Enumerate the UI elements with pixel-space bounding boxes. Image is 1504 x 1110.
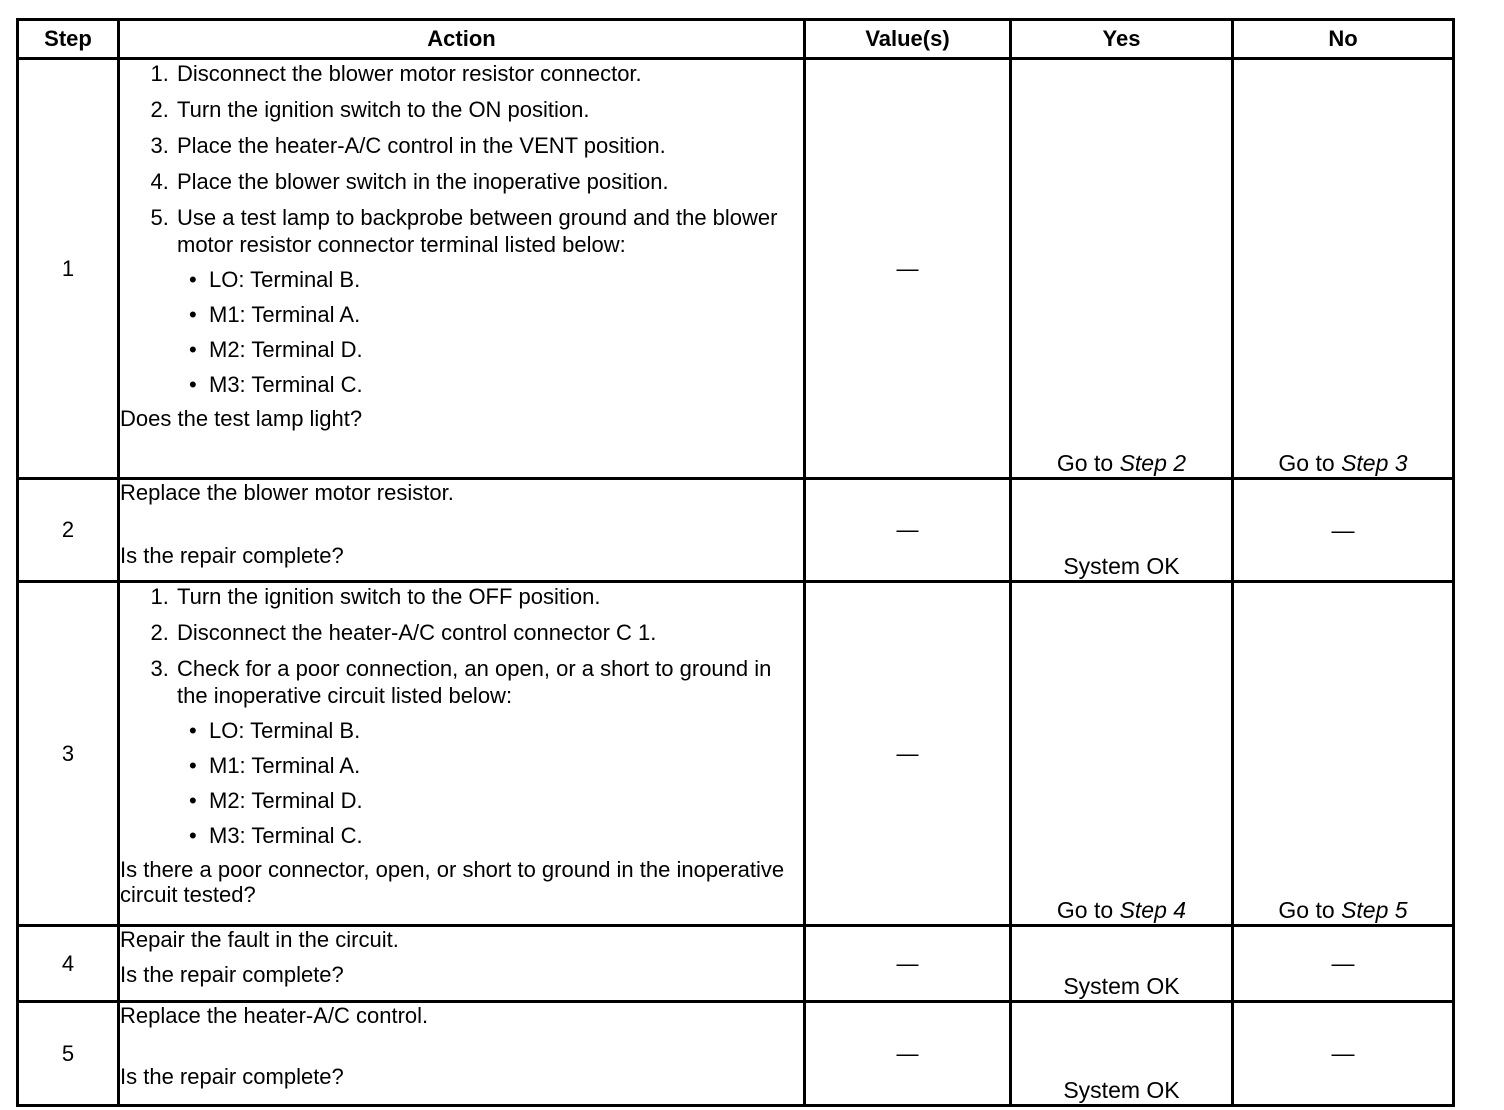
action-step: 2. Turn the ignition switch to the ON position. — [175, 96, 803, 123]
step-number: 1 — [18, 59, 119, 479]
action-step: 3. Place the heater-A/C control in the VENT position. — [175, 132, 803, 159]
step-number: 4 — [18, 926, 119, 1002]
no-cell: — — [1233, 1002, 1454, 1106]
action-text: Replace the blower motor resistor. — [120, 480, 454, 505]
yes-cell: System OK — [1011, 926, 1233, 1002]
terminal-item: • M1: Terminal A. — [189, 302, 361, 327]
table-row — [18, 1002, 1454, 1106]
step-reference: Step 3 — [1341, 450, 1408, 476]
question-text: Is the repair complete? — [120, 1064, 344, 1089]
terminal-item: • M2: Terminal D. — [189, 337, 363, 362]
action-step: 1. Turn the ignition switch to the OFF position. — [175, 583, 803, 610]
terminal-item: • M2: Terminal D. — [189, 788, 363, 813]
action-cell — [119, 479, 805, 582]
no-cell: — — [1233, 479, 1454, 582]
yes-cell: Go to Step 2 — [1011, 59, 1233, 479]
table-row — [18, 59, 1454, 479]
step-number: 5 — [18, 1002, 119, 1106]
terminal-list — [177, 266, 803, 398]
table-row — [18, 926, 1454, 1002]
terminal-item: • M1: Terminal A. — [189, 753, 361, 778]
question-text: Does the test lamp light? — [120, 406, 363, 431]
action-step: 1. Disconnect the blower motor resistor connector. — [175, 60, 803, 87]
step-number: 3 — [18, 582, 119, 926]
step-reference: Step 4 — [1119, 897, 1187, 923]
no-cell: Go to Step 3 — [1233, 59, 1454, 479]
question-text: Is the repair complete? — [120, 543, 344, 568]
value-cell: — — [805, 59, 1011, 479]
action-cell — [119, 59, 805, 479]
value-cell: — — [805, 582, 1011, 926]
action-steps — [120, 60, 803, 398]
terminal-item: • LO: Terminal B. — [189, 718, 361, 743]
terminal-item: • M3: Terminal C. — [189, 823, 363, 848]
action-cell — [119, 582, 805, 926]
action-text: Repair the fault in the circuit. — [120, 927, 399, 952]
action-cell — [119, 1002, 805, 1106]
step-reference: Step 5 — [1341, 897, 1408, 923]
action-cell — [119, 926, 805, 1002]
action-step: 4. Place the blower switch in the inoperative position. — [175, 168, 803, 195]
action-step — [175, 204, 803, 398]
no-cell: Go to Step 5 — [1233, 582, 1454, 926]
step-reference: Step 2 — [1119, 450, 1187, 476]
header-step: Step — [18, 20, 119, 59]
header-values: Value(s) — [805, 20, 1011, 59]
action-step-text: Use a test lamp to backprobe between ground and the blower motor resistor connector terminal listed below: — [177, 205, 778, 257]
question-text: Is there a poor connector, open, or short to ground in the inoperative circuit tested? — [120, 857, 785, 907]
yes-cell: System OK — [1011, 479, 1233, 582]
question-text: Is the repair complete? — [120, 962, 344, 987]
header-action: Action — [119, 20, 805, 59]
step-number: 2 — [18, 479, 119, 582]
yes-cell: Go to Step 4 — [1011, 582, 1233, 926]
diagnostic-table — [16, 18, 1455, 1107]
action-step — [175, 655, 803, 849]
action-text: Replace the heater-A/C control. — [120, 1003, 429, 1028]
yes-cell: System OK — [1011, 1002, 1233, 1106]
action-steps — [120, 583, 803, 849]
no-cell: — — [1233, 926, 1454, 1002]
terminal-item: • M3: Terminal C. — [189, 372, 363, 397]
header-row — [18, 20, 1454, 59]
terminal-item: • LO: Terminal B. — [189, 267, 361, 292]
header-yes: Yes — [1011, 20, 1233, 59]
action-step-text: Check for a poor connection, an open, or a short to ground in the inoperative circuit listed below: — [177, 656, 772, 708]
action-step: 2. Disconnect the heater-A/C control connector C 1. — [175, 619, 803, 646]
table-row — [18, 582, 1454, 926]
table-row — [18, 479, 1454, 582]
value-cell: — — [805, 926, 1011, 1002]
terminal-list — [177, 717, 803, 849]
value-cell: — — [805, 1002, 1011, 1106]
value-cell: — — [805, 479, 1011, 582]
header-no: No — [1233, 20, 1454, 59]
